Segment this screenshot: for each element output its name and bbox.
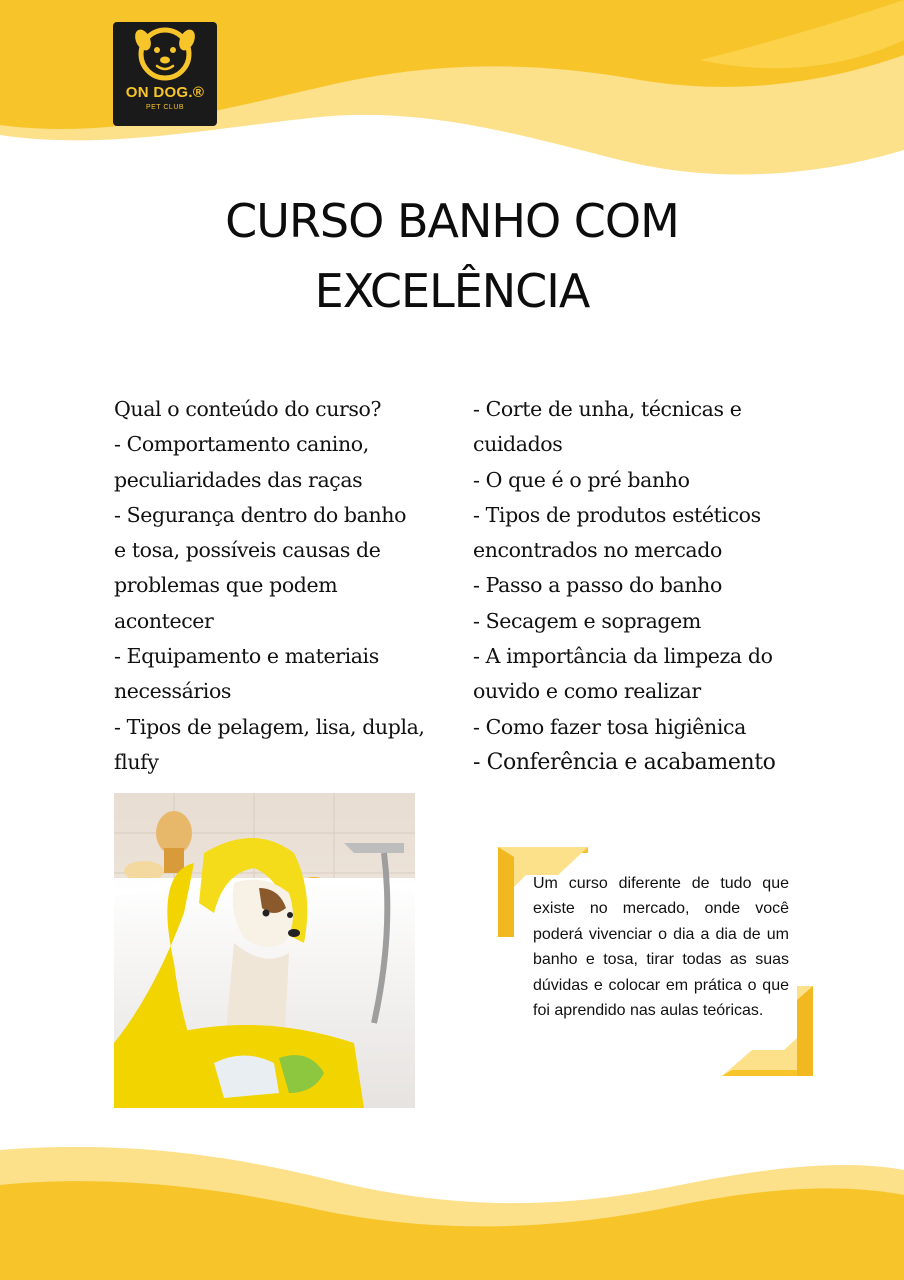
content-line: e tosa, possíveis causas de	[114, 538, 381, 563]
content-line: - Conferência e acabamento	[473, 749, 776, 775]
content-line: - A importância da limpeza do	[473, 644, 773, 669]
content-line: - O que é o pré banho	[473, 467, 690, 492]
title-line-1: CURSO BANHO COM	[225, 194, 679, 248]
page-title	[80, 186, 824, 326]
title-line-2: EXCELÊNCIA	[314, 264, 590, 318]
content-line: - Tipos de pelagem, lisa, dupla,	[114, 714, 425, 739]
bottom-wave-decoration	[0, 1140, 904, 1280]
content-line: Qual o conteúdo do curso?	[114, 397, 382, 421]
content-line: - Tipos de produtos estéticos	[473, 502, 761, 527]
course-content-left-column	[114, 392, 464, 780]
content-line: cuidados	[473, 432, 563, 457]
course-description: Um curso diferente de tudo que existe no mercado, onde você poderá vivenciar o dia a dia de um banho e tosa, tirar todas as suas dúvidas e colocar em prática o que foi aprendido nas aulas teóricas.	[533, 875, 789, 1020]
logo-subtitle: PET CLUB	[145, 104, 185, 111]
logo-name: ON DOG.®	[125, 84, 205, 101]
content-line: flufy	[114, 749, 159, 774]
dog-face-icon	[113, 22, 217, 92]
content-line: - Segurança dentro do banho	[114, 502, 407, 527]
content-line: - Comportamento canino,	[114, 432, 369, 457]
content-line: - Corte de unha, técnicas e	[473, 397, 742, 421]
on-dog-logo	[113, 22, 217, 126]
content-line: ouvido e como realizar	[473, 679, 701, 704]
content-line: necessários	[114, 679, 232, 704]
content-line: acontecer	[114, 608, 214, 633]
content-line: peculiaridades das raças	[114, 467, 363, 492]
content-line: - Passo a passo do banho	[473, 573, 722, 598]
content-line: - Secagem e sopragem	[473, 608, 701, 633]
dog-in-towel-photo	[114, 793, 415, 1108]
course-content-right-column	[473, 392, 833, 780]
content-line: - Como fazer tosa higiênica	[473, 714, 746, 739]
content-line: encontrados no mercado	[473, 538, 722, 563]
content-line: problemas que podem	[114, 573, 338, 598]
content-line: - Equipamento e materiais	[114, 644, 379, 669]
